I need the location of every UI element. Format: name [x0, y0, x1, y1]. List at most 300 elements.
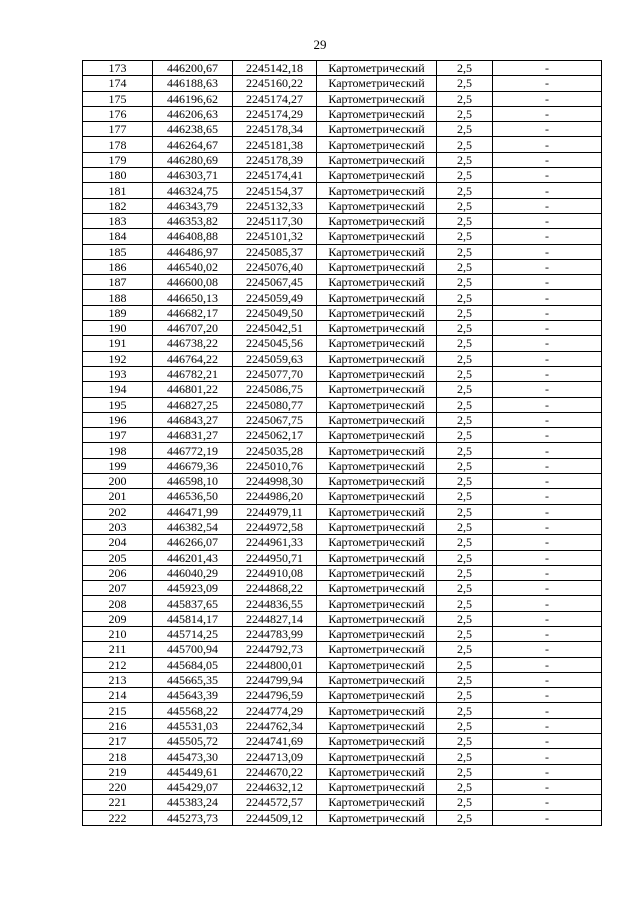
table-row: [83, 642, 602, 657]
y-coordinate-cell: 2244800,01: [233, 657, 317, 672]
point-number-cell: 195: [83, 397, 153, 412]
accuracy-cell: 2,5: [437, 351, 493, 366]
y-coordinate-cell: 2245086,75: [233, 382, 317, 397]
table-row: [83, 626, 602, 641]
y-coordinate-cell: 2244774,29: [233, 703, 317, 718]
y-coordinate-cell: 2245045,56: [233, 336, 317, 351]
point-number-cell: 185: [83, 244, 153, 259]
accuracy-cell: 2,5: [437, 397, 493, 412]
point-number-cell: 212: [83, 657, 153, 672]
method-cell: Картометрический: [317, 351, 437, 366]
point-number-cell: 192: [83, 351, 153, 366]
method-cell: Картометрический: [317, 519, 437, 534]
x-coordinate-cell: 445684,05: [153, 657, 233, 672]
y-coordinate-cell: 2244799,94: [233, 672, 317, 687]
accuracy-cell: 2,5: [437, 519, 493, 534]
table-row: [83, 764, 602, 779]
point-number-cell: 207: [83, 581, 153, 596]
y-coordinate-cell: 2245067,75: [233, 412, 317, 427]
x-coordinate-cell: 445449,61: [153, 764, 233, 779]
table-row: [83, 137, 602, 152]
accuracy-cell: 2,5: [437, 504, 493, 519]
point-number-cell: 216: [83, 718, 153, 733]
y-coordinate-cell: 2245101,32: [233, 229, 317, 244]
accuracy-cell: 2,5: [437, 137, 493, 152]
description-cell: -: [493, 703, 602, 718]
table-row: [83, 795, 602, 810]
description-cell: -: [493, 152, 602, 167]
description-cell: -: [493, 76, 602, 91]
point-number-cell: 186: [83, 259, 153, 274]
method-cell: Картометрический: [317, 810, 437, 825]
method-cell: Картометрический: [317, 581, 437, 596]
table-row: [83, 122, 602, 137]
method-cell: Картометрический: [317, 428, 437, 443]
y-coordinate-cell: 2245154,37: [233, 183, 317, 198]
accuracy-cell: 2,5: [437, 734, 493, 749]
accuracy-cell: 2,5: [437, 443, 493, 458]
x-coordinate-cell: 446200,67: [153, 61, 233, 76]
y-coordinate-cell: 2245174,41: [233, 168, 317, 183]
point-number-cell: 209: [83, 611, 153, 626]
description-cell: -: [493, 275, 602, 290]
method-cell: Картометрический: [317, 290, 437, 305]
table-row: [83, 213, 602, 228]
y-coordinate-cell: 2244792,73: [233, 642, 317, 657]
method-cell: Картометрический: [317, 565, 437, 580]
table-row: [83, 703, 602, 718]
point-number-cell: 187: [83, 275, 153, 290]
table-row: [83, 321, 602, 336]
table-row: [83, 351, 602, 366]
point-number-cell: 202: [83, 504, 153, 519]
table-row: [83, 672, 602, 687]
table-row: [83, 106, 602, 121]
accuracy-cell: 2,5: [437, 61, 493, 76]
accuracy-cell: 2,5: [437, 611, 493, 626]
x-coordinate-cell: 446238,65: [153, 122, 233, 137]
method-cell: Картометрический: [317, 764, 437, 779]
description-cell: -: [493, 351, 602, 366]
table-row: [83, 519, 602, 534]
y-coordinate-cell: 2245174,27: [233, 91, 317, 106]
point-number-cell: 205: [83, 550, 153, 565]
method-cell: Картометрический: [317, 458, 437, 473]
x-coordinate-cell: 446827,25: [153, 397, 233, 412]
method-cell: Картометрический: [317, 76, 437, 91]
description-cell: -: [493, 382, 602, 397]
x-coordinate-cell: 445383,24: [153, 795, 233, 810]
description-cell: -: [493, 305, 602, 320]
description-cell: -: [493, 366, 602, 381]
x-coordinate-cell: 446196,62: [153, 91, 233, 106]
description-cell: -: [493, 734, 602, 749]
x-coordinate-cell: 446772,19: [153, 443, 233, 458]
x-coordinate-cell: 445837,65: [153, 596, 233, 611]
table-row: [83, 611, 602, 626]
y-coordinate-cell: 2245174,29: [233, 106, 317, 121]
accuracy-cell: 2,5: [437, 550, 493, 565]
method-cell: Картометрический: [317, 259, 437, 274]
accuracy-cell: 2,5: [437, 565, 493, 580]
accuracy-cell: 2,5: [437, 489, 493, 504]
description-cell: -: [493, 795, 602, 810]
accuracy-cell: 2,5: [437, 428, 493, 443]
x-coordinate-cell: 446540,02: [153, 259, 233, 274]
accuracy-cell: 2,5: [437, 168, 493, 183]
table-row: [83, 550, 602, 565]
point-number-cell: 196: [83, 412, 153, 427]
accuracy-cell: 2,5: [437, 305, 493, 320]
accuracy-cell: 2,5: [437, 183, 493, 198]
table-row: [83, 474, 602, 489]
method-cell: Картометрический: [317, 642, 437, 657]
accuracy-cell: 2,5: [437, 535, 493, 550]
y-coordinate-cell: 2245042,51: [233, 321, 317, 336]
table-row: [83, 734, 602, 749]
x-coordinate-cell: 445505,72: [153, 734, 233, 749]
point-number-cell: 201: [83, 489, 153, 504]
y-coordinate-cell: 2245181,38: [233, 137, 317, 152]
description-cell: -: [493, 397, 602, 412]
x-coordinate-cell: 446471,99: [153, 504, 233, 519]
table-row: [83, 581, 602, 596]
description-cell: -: [493, 183, 602, 198]
x-coordinate-cell: 445568,22: [153, 703, 233, 718]
method-cell: Картометрический: [317, 779, 437, 794]
method-cell: Картометрический: [317, 443, 437, 458]
table-row: [83, 489, 602, 504]
y-coordinate-cell: 2244961,33: [233, 535, 317, 550]
x-coordinate-cell: 446382,54: [153, 519, 233, 534]
description-cell: -: [493, 106, 602, 121]
method-cell: Картометрический: [317, 275, 437, 290]
description-cell: -: [493, 412, 602, 427]
y-coordinate-cell: 2244741,69: [233, 734, 317, 749]
method-cell: Картометрический: [317, 229, 437, 244]
y-coordinate-cell: 2244950,71: [233, 550, 317, 565]
method-cell: Картометрический: [317, 168, 437, 183]
x-coordinate-cell: 446303,71: [153, 168, 233, 183]
accuracy-cell: 2,5: [437, 626, 493, 641]
point-number-cell: 197: [83, 428, 153, 443]
accuracy-cell: 2,5: [437, 688, 493, 703]
point-number-cell: 182: [83, 198, 153, 213]
y-coordinate-cell: 2244783,99: [233, 626, 317, 641]
point-number-cell: 189: [83, 305, 153, 320]
description-cell: -: [493, 749, 602, 764]
description-cell: -: [493, 519, 602, 534]
x-coordinate-cell: 446486,97: [153, 244, 233, 259]
x-coordinate-cell: 445700,94: [153, 642, 233, 657]
table-row: [83, 336, 602, 351]
x-coordinate-cell: 446782,21: [153, 366, 233, 381]
method-cell: Картометрический: [317, 474, 437, 489]
table-row: [83, 382, 602, 397]
accuracy-cell: 2,5: [437, 795, 493, 810]
accuracy-cell: 2,5: [437, 412, 493, 427]
description-cell: -: [493, 168, 602, 183]
method-cell: Картометрический: [317, 198, 437, 213]
point-number-cell: 218: [83, 749, 153, 764]
y-coordinate-cell: 2245178,39: [233, 152, 317, 167]
accuracy-cell: 2,5: [437, 76, 493, 91]
description-cell: -: [493, 321, 602, 336]
y-coordinate-cell: 2244979,11: [233, 504, 317, 519]
y-coordinate-cell: 2245010,76: [233, 458, 317, 473]
method-cell: Картометрический: [317, 183, 437, 198]
table-row: [83, 244, 602, 259]
table-row: [83, 275, 602, 290]
method-cell: Картометрический: [317, 734, 437, 749]
method-cell: Картометрический: [317, 657, 437, 672]
accuracy-cell: 2,5: [437, 229, 493, 244]
point-number-cell: 184: [83, 229, 153, 244]
point-number-cell: 194: [83, 382, 153, 397]
point-number-cell: 222: [83, 810, 153, 825]
x-coordinate-cell: 446264,67: [153, 137, 233, 152]
description-cell: -: [493, 474, 602, 489]
y-coordinate-cell: 2245142,18: [233, 61, 317, 76]
description-cell: -: [493, 764, 602, 779]
x-coordinate-cell: 445923,09: [153, 581, 233, 596]
point-number-cell: 204: [83, 535, 153, 550]
method-cell: Картометрический: [317, 305, 437, 320]
point-number-cell: 198: [83, 443, 153, 458]
table-row: [83, 305, 602, 320]
table-row: [83, 61, 602, 76]
table-row: [83, 259, 602, 274]
accuracy-cell: 2,5: [437, 152, 493, 167]
accuracy-cell: 2,5: [437, 259, 493, 274]
accuracy-cell: 2,5: [437, 474, 493, 489]
point-number-cell: 181: [83, 183, 153, 198]
x-coordinate-cell: 445714,25: [153, 626, 233, 641]
description-cell: -: [493, 443, 602, 458]
table-row: [83, 412, 602, 427]
y-coordinate-cell: 2245059,49: [233, 290, 317, 305]
y-coordinate-cell: 2244670,22: [233, 764, 317, 779]
y-coordinate-cell: 2245062,17: [233, 428, 317, 443]
method-cell: Картометрический: [317, 611, 437, 626]
x-coordinate-cell: 446738,22: [153, 336, 233, 351]
point-number-cell: 190: [83, 321, 153, 336]
method-cell: Картометрический: [317, 489, 437, 504]
table-row: [83, 504, 602, 519]
y-coordinate-cell: 2245077,70: [233, 366, 317, 381]
x-coordinate-cell: 446650,13: [153, 290, 233, 305]
table-row: [83, 428, 602, 443]
accuracy-cell: 2,5: [437, 336, 493, 351]
description-cell: -: [493, 550, 602, 565]
y-coordinate-cell: 2244868,22: [233, 581, 317, 596]
y-coordinate-cell: 2245117,30: [233, 213, 317, 228]
method-cell: Картометрический: [317, 397, 437, 412]
description-cell: -: [493, 688, 602, 703]
description-cell: -: [493, 626, 602, 641]
accuracy-cell: 2,5: [437, 703, 493, 718]
point-number-cell: 176: [83, 106, 153, 121]
table-row: [83, 688, 602, 703]
point-number-cell: 219: [83, 764, 153, 779]
accuracy-cell: 2,5: [437, 581, 493, 596]
description-cell: -: [493, 535, 602, 550]
point-number-cell: 203: [83, 519, 153, 534]
y-coordinate-cell: 2245160,22: [233, 76, 317, 91]
accuracy-cell: 2,5: [437, 657, 493, 672]
method-cell: Картометрический: [317, 61, 437, 76]
x-coordinate-cell: 445643,39: [153, 688, 233, 703]
table-row: [83, 168, 602, 183]
accuracy-cell: 2,5: [437, 106, 493, 121]
y-coordinate-cell: 2245076,40: [233, 259, 317, 274]
table-row: [83, 397, 602, 412]
method-cell: Картометрический: [317, 106, 437, 121]
x-coordinate-cell: 446266,07: [153, 535, 233, 550]
y-coordinate-cell: 2245059,63: [233, 351, 317, 366]
method-cell: Картометрический: [317, 749, 437, 764]
point-number-cell: 174: [83, 76, 153, 91]
y-coordinate-cell: 2244796,59: [233, 688, 317, 703]
table-row: [83, 183, 602, 198]
y-coordinate-cell: 2244986,20: [233, 489, 317, 504]
description-cell: -: [493, 489, 602, 504]
table-row: [83, 290, 602, 305]
x-coordinate-cell: 446408,88: [153, 229, 233, 244]
point-number-cell: 215: [83, 703, 153, 718]
description-cell: -: [493, 91, 602, 106]
point-number-cell: 210: [83, 626, 153, 641]
description-cell: -: [493, 565, 602, 580]
y-coordinate-cell: 2244998,30: [233, 474, 317, 489]
method-cell: Картометрический: [317, 626, 437, 641]
y-coordinate-cell: 2244572,57: [233, 795, 317, 810]
table-row: [83, 565, 602, 580]
point-number-cell: 214: [83, 688, 153, 703]
x-coordinate-cell: 446707,20: [153, 321, 233, 336]
method-cell: Картометрический: [317, 321, 437, 336]
x-coordinate-cell: 446324,75: [153, 183, 233, 198]
description-cell: -: [493, 718, 602, 733]
accuracy-cell: 2,5: [437, 458, 493, 473]
table-row: [83, 779, 602, 794]
x-coordinate-cell: 446679,36: [153, 458, 233, 473]
description-cell: -: [493, 290, 602, 305]
accuracy-cell: 2,5: [437, 764, 493, 779]
description-cell: -: [493, 229, 602, 244]
point-number-cell: 183: [83, 213, 153, 228]
description-cell: -: [493, 198, 602, 213]
x-coordinate-cell: 446201,43: [153, 550, 233, 565]
x-coordinate-cell: 446280,69: [153, 152, 233, 167]
point-number-cell: 221: [83, 795, 153, 810]
method-cell: Картометрический: [317, 336, 437, 351]
description-cell: -: [493, 122, 602, 137]
x-coordinate-cell: 446598,10: [153, 474, 233, 489]
method-cell: Картометрический: [317, 412, 437, 427]
table-row: [83, 458, 602, 473]
x-coordinate-cell: 446343,79: [153, 198, 233, 213]
x-coordinate-cell: 446801,22: [153, 382, 233, 397]
point-number-cell: 220: [83, 779, 153, 794]
x-coordinate-cell: 446188,63: [153, 76, 233, 91]
y-coordinate-cell: 2244632,12: [233, 779, 317, 794]
table-row: [83, 91, 602, 106]
point-number-cell: 193: [83, 366, 153, 381]
y-coordinate-cell: 2244827,14: [233, 611, 317, 626]
method-cell: Картометрический: [317, 672, 437, 687]
accuracy-cell: 2,5: [437, 213, 493, 228]
description-cell: -: [493, 137, 602, 152]
description-cell: -: [493, 657, 602, 672]
accuracy-cell: 2,5: [437, 779, 493, 794]
accuracy-cell: 2,5: [437, 366, 493, 381]
table-row: [83, 657, 602, 672]
y-coordinate-cell: 2245178,34: [233, 122, 317, 137]
y-coordinate-cell: 2245132,33: [233, 198, 317, 213]
description-cell: -: [493, 213, 602, 228]
y-coordinate-cell: 2244972,58: [233, 519, 317, 534]
table-row: [83, 366, 602, 381]
x-coordinate-cell: 446206,63: [153, 106, 233, 121]
point-number-cell: 178: [83, 137, 153, 152]
accuracy-cell: 2,5: [437, 122, 493, 137]
point-number-cell: 213: [83, 672, 153, 687]
x-coordinate-cell: 445273,73: [153, 810, 233, 825]
description-cell: -: [493, 259, 602, 274]
point-number-cell: 191: [83, 336, 153, 351]
point-number-cell: 211: [83, 642, 153, 657]
method-cell: Картометрический: [317, 213, 437, 228]
method-cell: Картометрический: [317, 718, 437, 733]
accuracy-cell: 2,5: [437, 672, 493, 687]
description-cell: -: [493, 244, 602, 259]
y-coordinate-cell: 2244836,55: [233, 596, 317, 611]
point-number-cell: 199: [83, 458, 153, 473]
table-row: [83, 749, 602, 764]
accuracy-cell: 2,5: [437, 91, 493, 106]
point-number-cell: 188: [83, 290, 153, 305]
accuracy-cell: 2,5: [437, 642, 493, 657]
description-cell: -: [493, 428, 602, 443]
point-number-cell: 217: [83, 734, 153, 749]
table-row: [83, 718, 602, 733]
table-row: [83, 152, 602, 167]
method-cell: Картометрический: [317, 382, 437, 397]
x-coordinate-cell: 446600,08: [153, 275, 233, 290]
point-number-cell: 177: [83, 122, 153, 137]
description-cell: -: [493, 810, 602, 825]
description-cell: -: [493, 642, 602, 657]
table-row: [83, 535, 602, 550]
x-coordinate-cell: 445814,17: [153, 611, 233, 626]
description-cell: -: [493, 779, 602, 794]
point-number-cell: 173: [83, 61, 153, 76]
table-row: [83, 810, 602, 825]
x-coordinate-cell: 445665,35: [153, 672, 233, 687]
point-number-cell: 180: [83, 168, 153, 183]
accuracy-cell: 2,5: [437, 198, 493, 213]
x-coordinate-cell: 446764,22: [153, 351, 233, 366]
point-number-cell: 208: [83, 596, 153, 611]
method-cell: Картометрический: [317, 244, 437, 259]
x-coordinate-cell: 446682,17: [153, 305, 233, 320]
point-number-cell: 179: [83, 152, 153, 167]
description-cell: -: [493, 611, 602, 626]
point-number-cell: 206: [83, 565, 153, 580]
page-number: 29: [313, 37, 327, 52]
description-cell: -: [493, 596, 602, 611]
